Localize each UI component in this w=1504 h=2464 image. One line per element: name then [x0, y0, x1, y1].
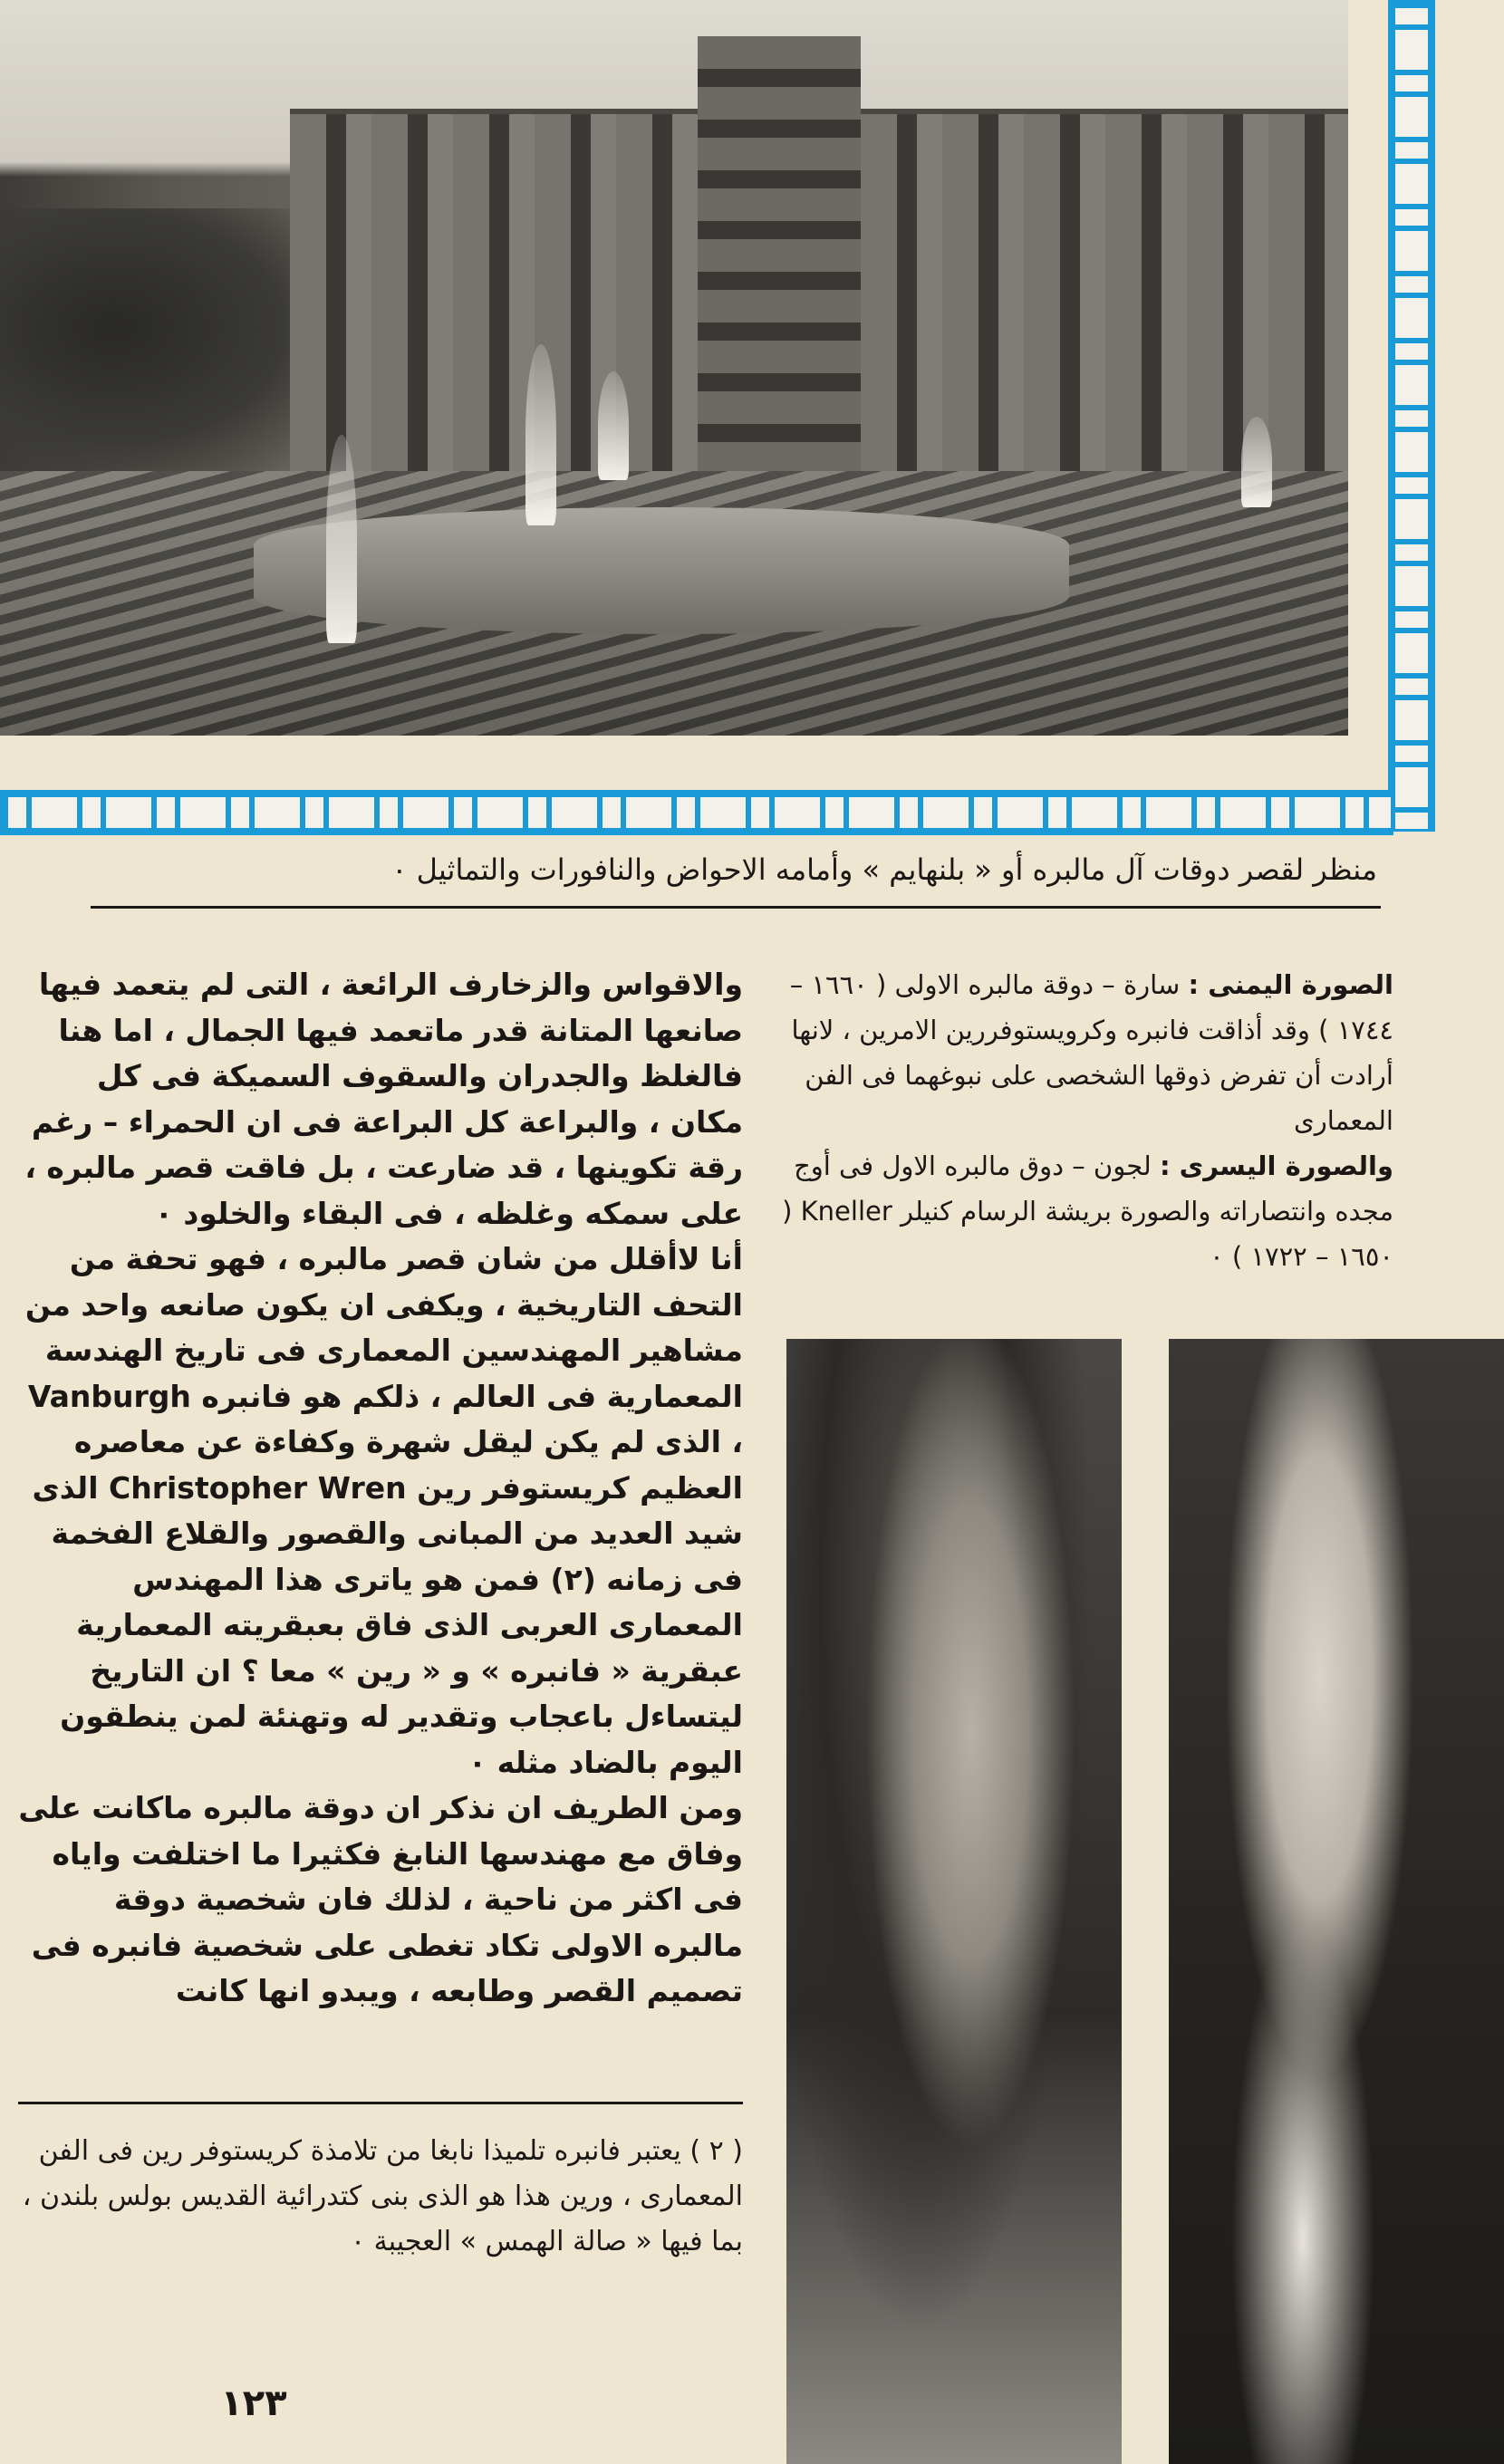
greek-key-border-vertical	[1388, 0, 1435, 832]
footnote-rule	[18, 2102, 743, 2104]
fountain-jet	[525, 344, 556, 525]
fountain-jet	[326, 435, 357, 643]
photo-caption: منظر لقصر دوقات آل مالبره أو « بلنهايم » وأمامه الاحواض والنافورات والتماثيل ٠	[391, 852, 1377, 887]
portrait-captions	[768, 962, 1393, 1279]
palace-photo	[0, 0, 1348, 736]
paragraph: ومن الطريف ان نذكر ان دوقة مالبره ماكانت على وفاق مع مهندسها النابغ فكثيرا ما اختلفت واياه فى اكثر من ناحية ، لذلك فان شخصية دوقة مالبره الاولى تكاد تغطى على شخصية فانبره فى تصميم القصر وطابعه ، ويبدو انها كانت	[18, 1790, 743, 2008]
fountain-jet	[598, 371, 629, 480]
left-portrait-caption	[768, 1143, 1393, 1279]
caption-text: سارة – دوقة مالبره الاولى ( ١٦٦٠ – ١٧٤٤ ) وقد أذاقت فانبره وكرويستوفررين الامرين ، لانها أرادت أن تفرض ذوقها الشخصى على نبوغهما فى الفن المعمارى	[789, 969, 1393, 1136]
paragraph: أنا لاأقلل من شان قصر مالبره ، فهو تحفة من التحف التاريخية ، ويكفى ان يكون صانعه واحد من مشاهير المهندسين المعمارى فى تاريخ الهندسة المعمارية فى العالم ، ذلكم هو فانبره Vanburgh ، الذى لم يكن ليقل شهرة وكفاءة عن معاصره العظيم كريستوفر رين Christopher Wren الذى شيد العديد من المبانى والقصور والقلاع الفخمة فى زمانه (٢) فمن هو ياترى هذا المهندس المعمارى العربى الذى فاق بعبقريته المعمارية عبقرية « فانبره » و « رين » معا ؟ ان التاريخ ليتساءل باعجاب وتقدير له وتهنئة لمن ينطقون اليوم بالضاد مثله ٠	[24, 1241, 743, 1780]
caption-rule	[91, 906, 1381, 909]
right-portrait-caption	[768, 962, 1393, 1143]
palace-tower	[698, 36, 861, 498]
footnote: ( ٢ ) يعتبر فانبره تلميذا نابغا من تلامذة كريستوفر رين فى الفن المعمارى ، ورين هذا هو الذى بنى كتدرائية القديس بولس بلندن ، بما فيها « صالة الهمس » العجيبة ٠	[22, 2135, 743, 2257]
caption-label: الصورة اليمنى :	[1188, 969, 1393, 1000]
greek-key-border-horizontal	[0, 790, 1393, 835]
article-column	[18, 962, 743, 2015]
fountain-jet	[1241, 417, 1272, 507]
caption-label: والصورة اليسرى :	[1159, 1150, 1393, 1181]
paragraph: والاقواس والزخارف الرائعة ، التى لم يتعمد فيها صانعها المتانة قدر ماتعمد فيها الجمال ، اما هنا فالغلظ والجدران والسقوف السميكة فى كل مكان ، والبراعة كل البراعة فى ان الحمراء – رغم رقة تكوينها ، قد ضارعت ، بل فاقت قصر مالبره ، على سمكه وغلظه ، فى البقاء والخلود ٠	[24, 967, 743, 1231]
caption-text: لجون – دوق مالبره الاول فى أوج مجده وانتصاراته والصورة بريشة الرسام كنيلر Kneller ( ١٦٥٠ – ١٧٢٢ ) ٠	[782, 1150, 1393, 1272]
portrait-john-churchill	[786, 1339, 1122, 2464]
fountain-pool	[254, 507, 1069, 634]
page-number: ١٢٣	[220, 2382, 287, 2424]
portrait-sarah-churchill	[1169, 1339, 1504, 2464]
